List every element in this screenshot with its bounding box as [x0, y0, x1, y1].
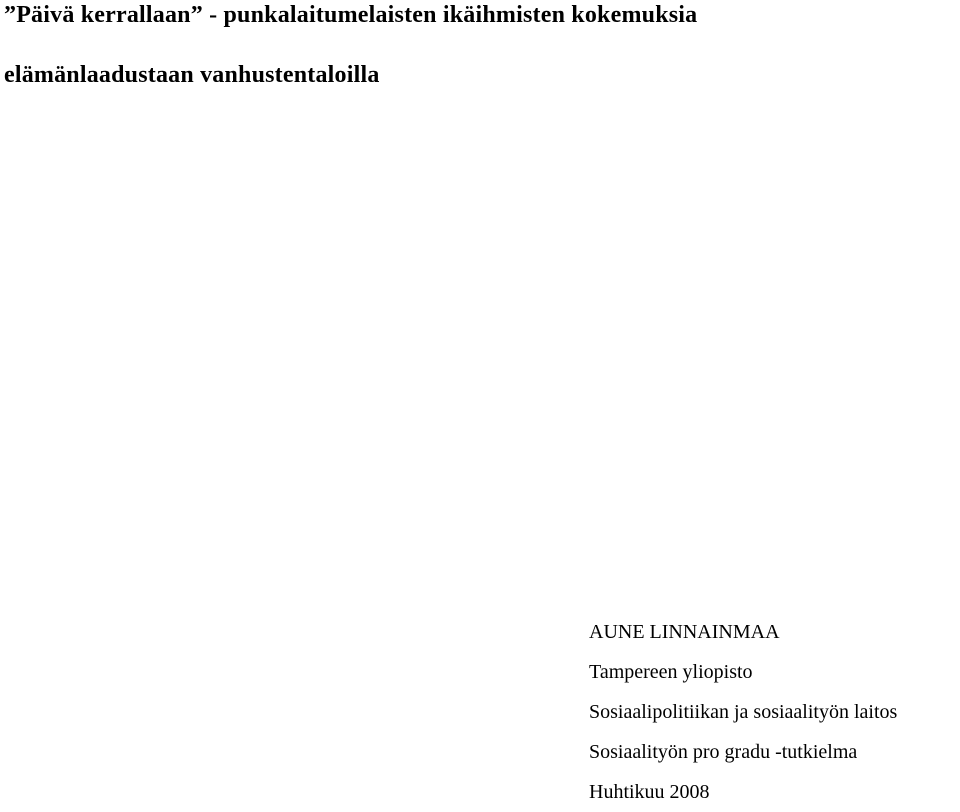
- thesis-type: Sosiaalityön pro gradu -tutkielma: [589, 741, 858, 763]
- title-line-2: elämänlaadustaan vanhustentaloilla: [4, 62, 380, 88]
- author-info-block: [589, 612, 959, 812]
- title-line-1: ”Päivä kerrallaan” - punkalaitumelaisten ikäihmisten kokemuksia: [4, 2, 698, 28]
- department-name: Sosiaalipolitiikan ja sosiaalityön laitos: [589, 701, 898, 723]
- document-title: [4, 0, 954, 90]
- university-name: Tampereen yliopisto: [589, 661, 753, 683]
- publication-date: Huhtikuu 2008: [589, 781, 710, 803]
- author-name: AUNE LINNAINMAA: [589, 621, 780, 643]
